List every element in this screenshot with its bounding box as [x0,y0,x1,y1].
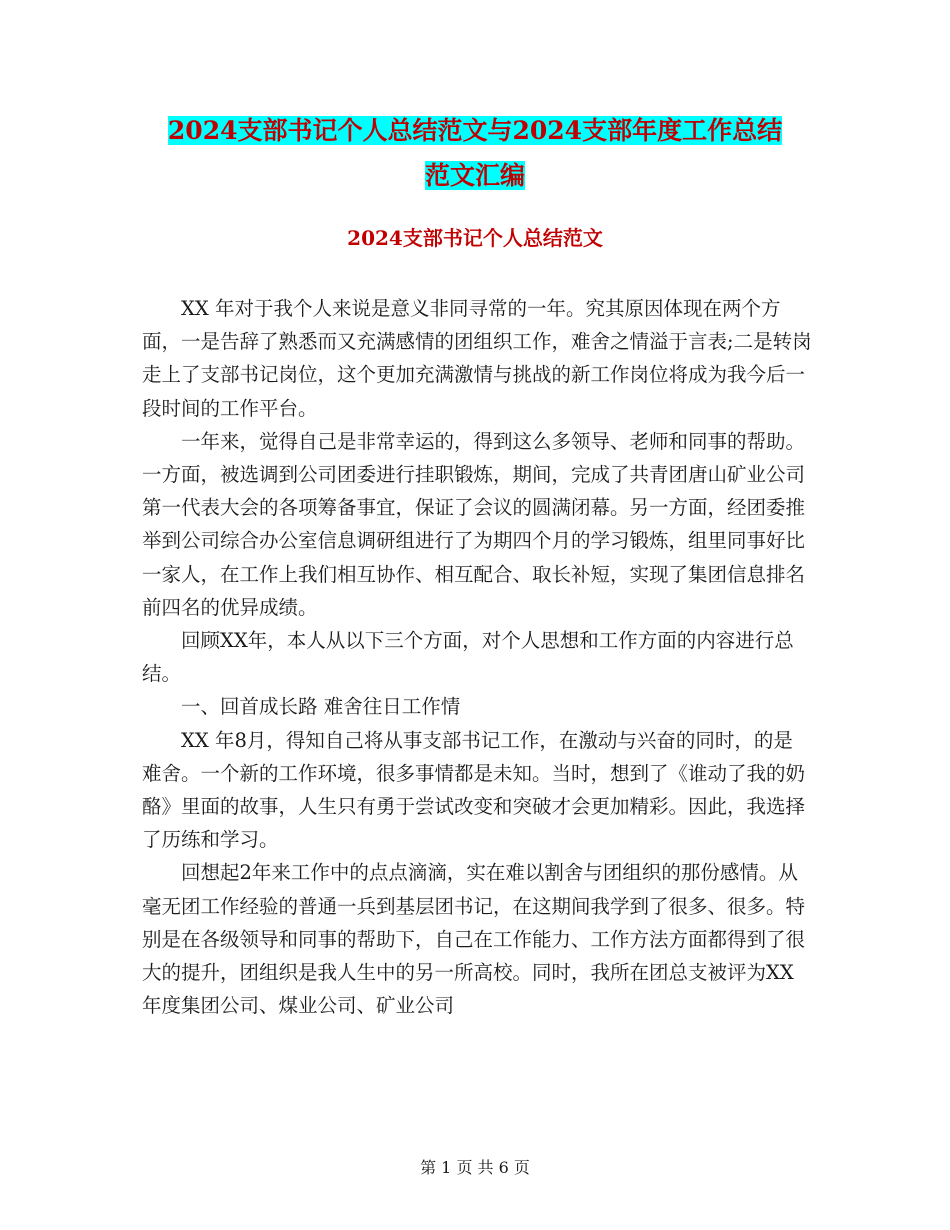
paragraph: XX 年对于我个人来说是意义非同寻常的一年。究其原因体现在两个方面，一是告辞了熟悉而又充满感情的团组织工作，难舍之情溢于言表;二是转岗走上了支部书记岗位，这个更加充满激情与挑战的新工作岗位将成为我今后一段时间的工作平台。 [142,297,812,420]
paragraph: 回顾XX年，本人从以下三个方面，对个人思想和工作方面的内容进行总结。 [142,629,794,686]
section-heading: 一、回首成长路 难舍往日工作情 [181,695,461,719]
document-title [130,108,820,198]
paragraph: 一年来，觉得自己是非常幸运的，得到这么多领导、老师和同事的帮助。一方面，被选调到公司团委进行挂职锻炼，期间，完成了共青团唐山矿业公司第一代表大会的各项筹备事宜，保证了会议的圆满闭幕。另一方面，经团委推举到公司综合办公室信息调研组进行了为期四个月的学习锻炼，组里同事好比一家人，在工作上我们相互协作、相互配合、取长补短，实现了集团信息排名前四名的优异成绩。 [142,429,806,619]
paragraph: 回想起2年来工作中的点点滴滴，实在难以割舍与团组织的那份感情。从毫无团工作经验的普通一兵到基层团书记，在这期间我学到了很多、很多。特别是在各级领导和同事的帮助下，自己在工作能力、工作方法方面都得到了很大的提升，团组织是我人生中的另一所高校。同时，我所在团总支被评为XX年度集团公司、煤业公司、矿业公司 [142,861,806,1018]
paragraph: XX 年8月，得知自己将从事支部书记工作，在激动与兴奋的同时，的是难舍。一个新的工作环境，很多事情都是未知。当时，想到了《谁动了我的奶酪》里面的故事，人生只有勇于尝试改变和突破才会更加精彩。因此，我选择了历练和学习。 [142,728,806,852]
document-body [142,292,812,1022]
document-title-line2: 范文汇编 [424,161,525,190]
document-title-line1: 2024支部书记个人总结范文与2024支部年度工作总结 [167,116,783,145]
section-title: 2024支部书记个人总结范文 [347,226,603,250]
page-footer: 第 1 页 共 6 页 [420,1158,530,1177]
